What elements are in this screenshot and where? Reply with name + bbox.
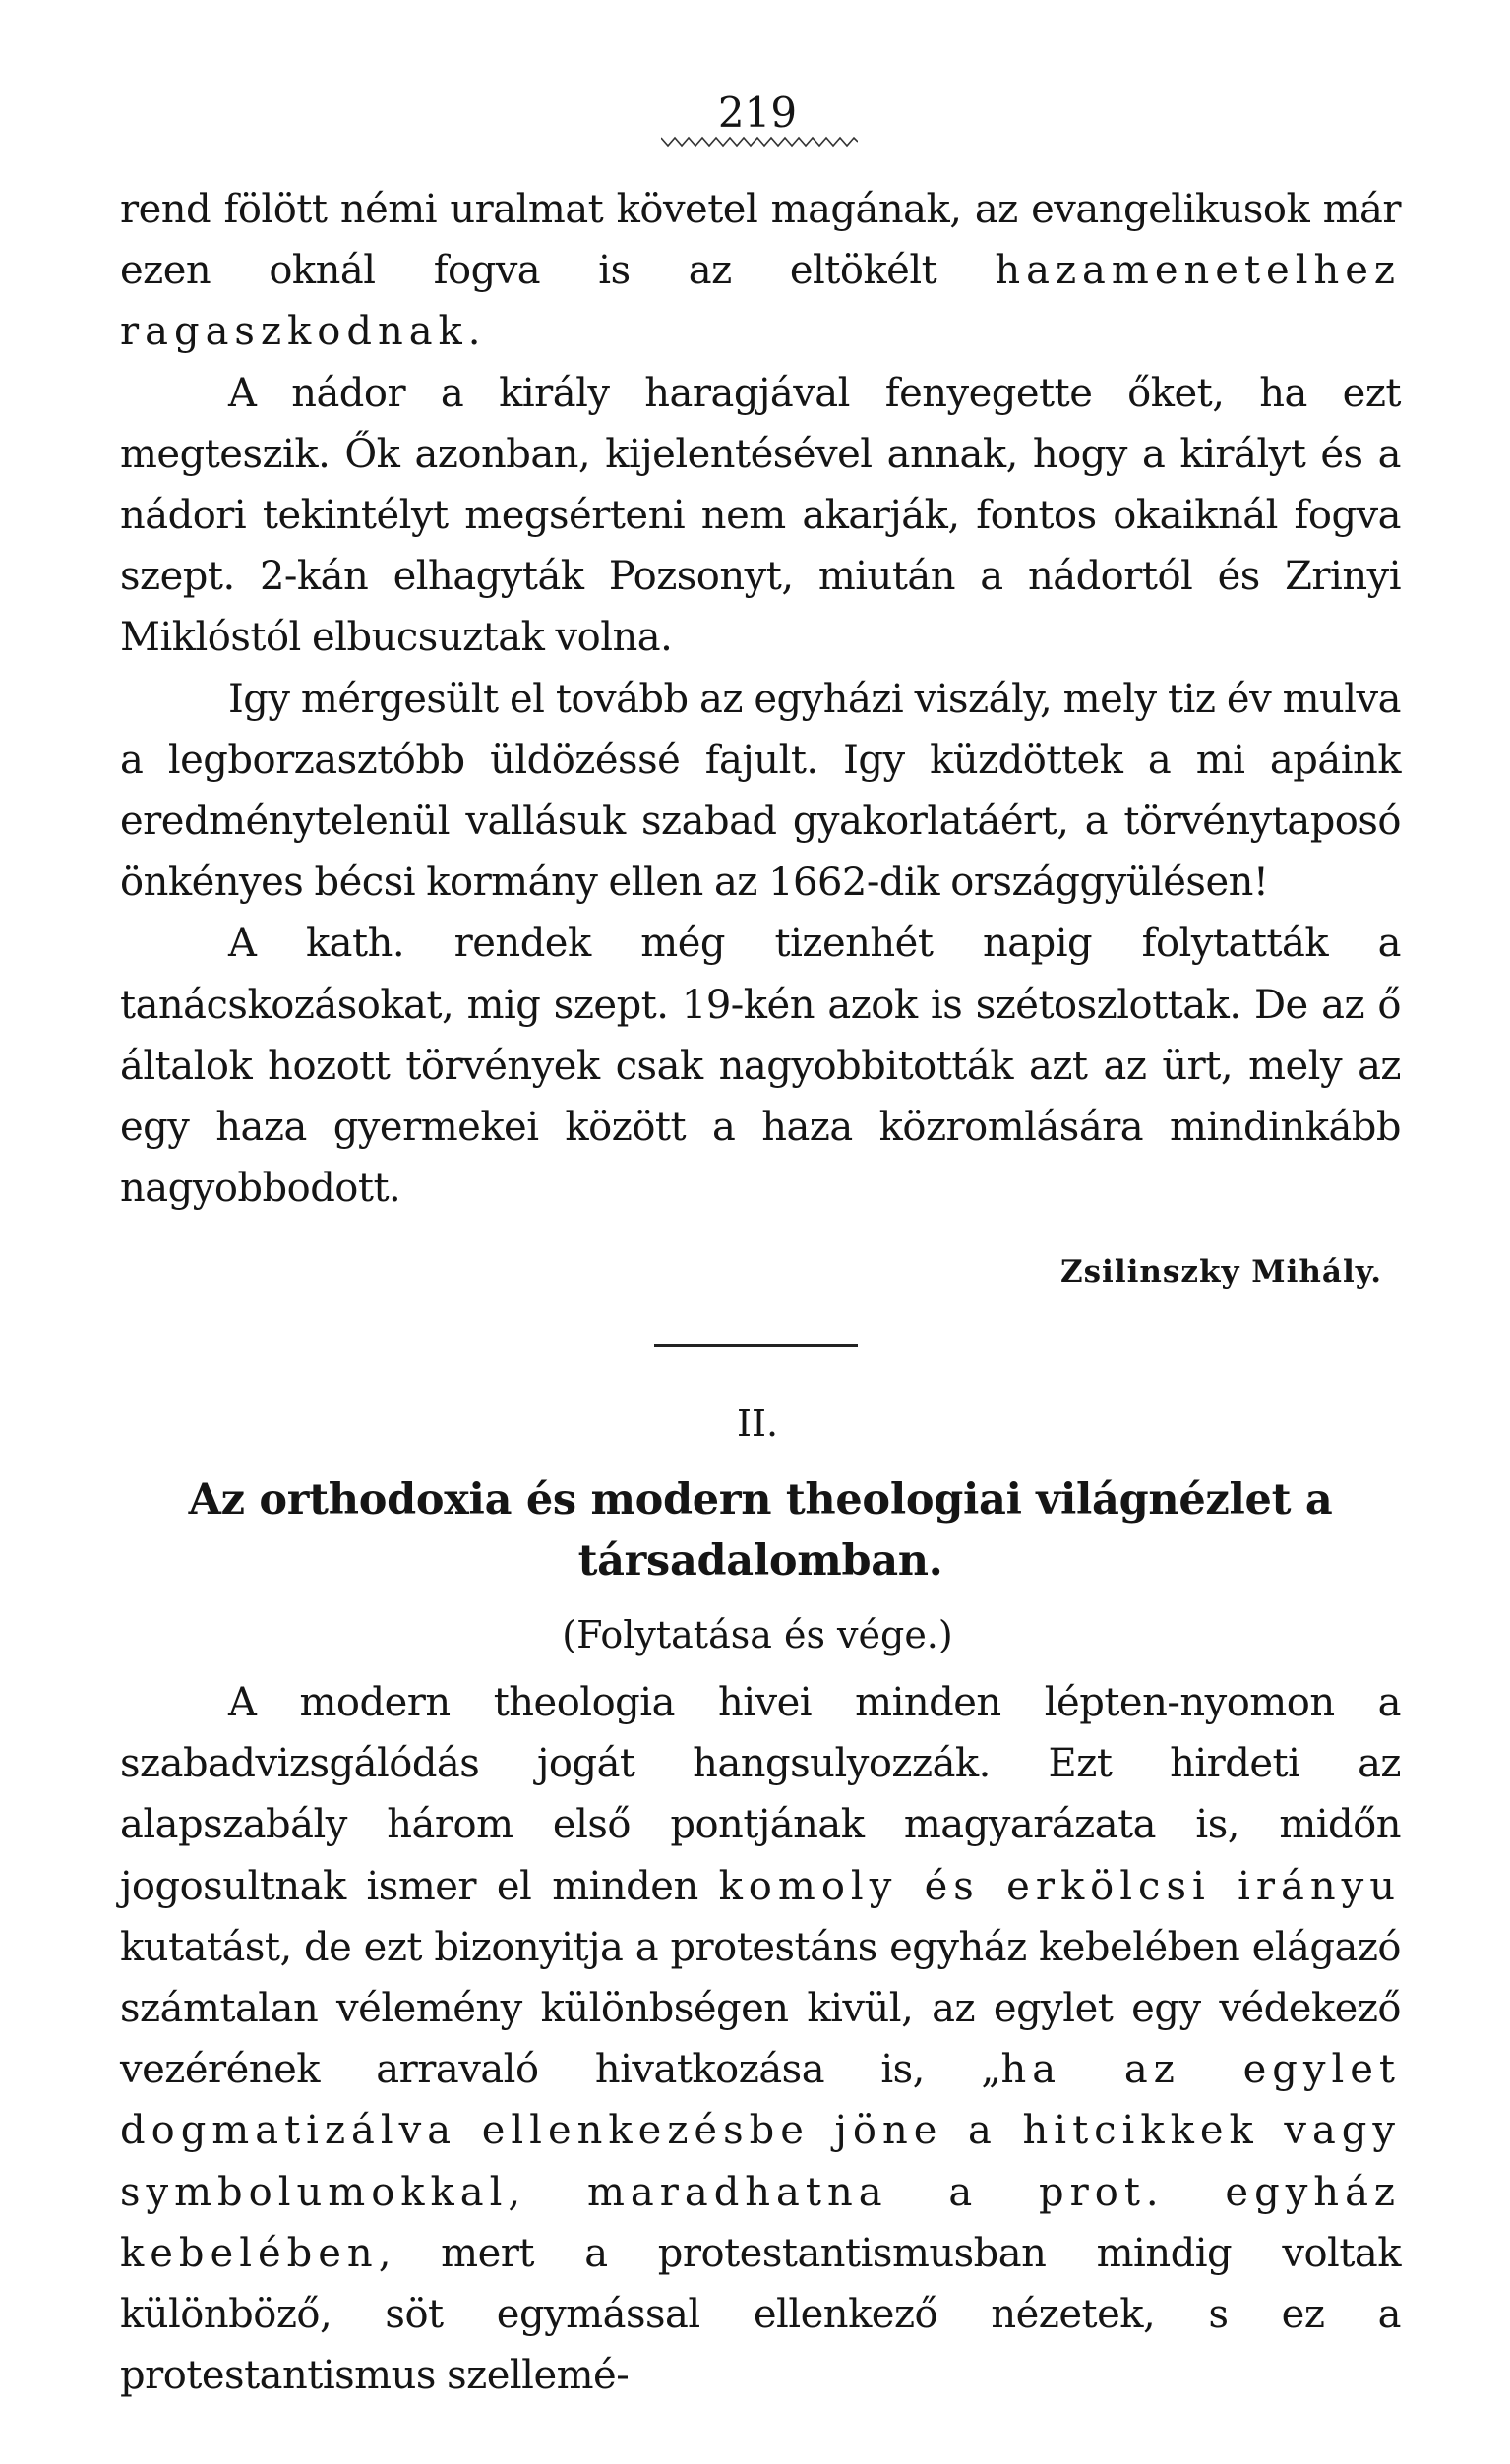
article-title: Az orthodoxia és modern theologiai világnézlet a társadalomban.	[188, 1475, 1333, 1586]
page-number-ornament	[661, 136, 858, 148]
paragraph	[120, 913, 1401, 1219]
text-run: kutatást, de ezt bizonyitja a protestáns egyház kebelében elágazó számtalan vélemény különbségen kivül, az egylet egy védekező vezérének arravaló hivatkozása is, „	[120, 1924, 1401, 2093]
article-subtitle: (Folytatása és vége.)	[562, 1613, 953, 1656]
text-run: .	[467, 309, 481, 355]
section-divider	[654, 1344, 858, 1347]
text-run: rend fölött némi uralmat követel magának, az evangelikusok már ezen oknál fogva is az eltökélt	[120, 187, 1401, 294]
paragraph	[120, 1672, 1401, 2406]
emphasized-text: ha az egylet dogmatizálva ellenkezésbe jöne a hitcikkek vagy symbolumokkal, maradhatna a prot. egyház kebelében	[120, 2047, 1402, 2276]
section-number: II.	[736, 1402, 779, 1445]
text-run: A modern theologia hivei minden lépten-nyomon a szabadvizsgálódás jogát hangsulyozzák. Ezt hirdeti az alapszabály három első pontjának magyarázata is, midőn jogosultnak ismer el minden	[120, 1680, 1401, 1909]
paragraph	[120, 363, 1401, 669]
text-run: A kath. rendek még tizenhét napig folytatták a tanácskozásokat, mig szept. 19-kén azok is szétoszlottak. De az ő általok hozott törvények csak nagyobbitották azt az ürt, mely az egy haza gyermekei között a haza közromlására mindinkább nagyobbodott.	[120, 921, 1401, 1212]
emphasized-text: hazamenetelhez ragaszkodnak	[120, 248, 1401, 355]
paragraph	[120, 669, 1401, 914]
text-run: Igy mérgesült el tovább az egyházi viszály, mely tiz év mulva a legborzasztóbb üldözéssé fajult. Igy küzdöttek a mi apáink eredménytelenül vallásuk szabad gyakorlatáért, a törvénytaposó önkényes bécsi kormány ellen az 1662-dik országgyülésen!	[120, 676, 1401, 906]
body-text-top	[120, 179, 1401, 1219]
page-number: 219	[717, 89, 798, 137]
text-run: , mert a protestantismusban mindig voltak különböző, söt egymással ellenkező nézetek, s ez a protestantismus szellemé-	[120, 2230, 1401, 2399]
emphasized-text: komoly és erkölcsi irányu	[718, 1863, 1402, 1909]
text-run: A nádor a király haragjával fenyegette őket, ha ezt megteszik. Ők azonban, kijelentésével annak, hogy a királyt és a nádori tekintélyt megsérteni nem akarják, fontos okaiknál fogva szept. 2-kán elhagyták Pozsonyt, miután a nádortól és Zrinyi Miklóstól elbucsuztak volna.	[120, 370, 1401, 661]
author-signature: Zsilinszky Mihály.	[1059, 1254, 1382, 1290]
body-text-bottom	[120, 1672, 1401, 2406]
paragraph	[120, 179, 1401, 363]
